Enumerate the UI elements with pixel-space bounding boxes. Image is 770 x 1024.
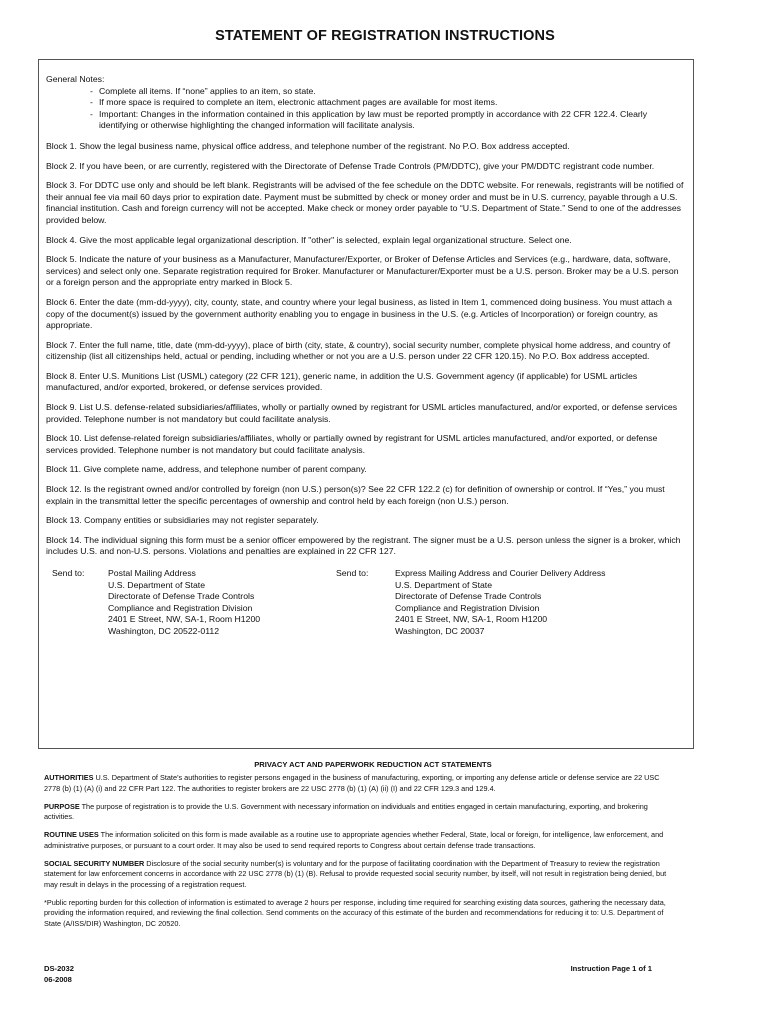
postal-address-line: U.S. Department of State — [108, 579, 206, 590]
authorities-text: U.S. Department of State’s authorities to register persons engaged in the business of manufacturing, exporting, or importing any defense article or defense service are 22 USC 2778 (b) (1) (A) (i) and 22 CFR Part 122. The authorities to register brokers are 22 USC 2778 (b) (1) (A) (ii) (I) and 22 CFR 129.3 and 129.4. — [44, 773, 660, 793]
ssn-paragraph — [44, 859, 674, 890]
block-6-instruction: Block 6. Enter the date (mm-dd-yyyy), city, county, state, and country where your legal business, as listed in Item 1, commenced doing business. You must attach a copy of the document(s) issued by the government authority enabling you to engage in business in the U.S. (e.g. Articles of Incorporation) or foreign country, as appropriate. — [46, 296, 672, 331]
send-to-addresses — [46, 568, 685, 638]
block-7-instruction: Block 7. Enter the full name, title, date (mm-dd-yyyy), place of birth (city, state, & country), social security number, complete physical home address, and country of citizenship (list all citizenships held, actual or pending, including whether or not you are a U.S. person under 22 CFR 120.15). No P.O. Box address accepted. — [46, 339, 671, 362]
ssn-text: Disclosure of the social security number(s) is voluntary and for the purpose of facilitating coordination with the Department of Treasury to review the registration statement for law enforcement concerns in accordance with 22 USC 2778 (b) (1) (B). Refusal to provide requested social security number, by itself, will not result in registration being denied, but may result in delays in the processing of a registration request. — [44, 859, 667, 889]
privacy-act-heading: PRIVACY ACT AND PAPERWORK REDUCTION ACT STATEMENTS — [254, 760, 492, 769]
postal-address-line: Compliance and Registration Division — [108, 602, 253, 613]
block-14-instruction: Block 14. The individual signing this form must be a senior officer empowered by the registrant. The signer must be a U.S. person unless the signer is a broker, which includes U.S. and non-U.S. persons. Violations and penalties are explained in 22 CFR 127. — [46, 534, 681, 557]
page-title: STATEMENT OF REGISTRATION INSTRUCTIONS — [215, 28, 555, 44]
block-9-instruction: Block 9. List U.S. defense-related subsidiaries/affiliates, wholly or partially owned by registrant for USML articles manufactured, and/or exported, or defense services provided. Telephone number is not mandatory but could facilitate analysis. — [46, 402, 678, 424]
privacy-act-section — [44, 760, 674, 937]
postal-address-line: Washington, DC 20522-0112 — [108, 625, 220, 636]
express-address — [395, 568, 606, 638]
instructions-box — [38, 59, 694, 749]
routine-uses-paragraph — [44, 830, 674, 851]
page-indicator: Instruction Page 1 of 1 — [570, 964, 652, 973]
general-note: - If more space is required to complete an item, electronic attachment pages are available for most items. — [90, 97, 685, 109]
postal-address-line: 2401 E Street, NW, SA-1, Room H1200 — [108, 614, 261, 625]
ssn-label: SOCIAL SECURITY NUMBER — [44, 859, 145, 869]
express-address-line: U.S. Department of State — [395, 579, 493, 590]
form-number: DS-2032 — [44, 964, 74, 973]
express-address-line: Compliance and Registration Division — [395, 602, 540, 613]
block-13-instruction: Block 13. Company entities or subsidiaries may not register separately. — [46, 515, 319, 526]
purpose-paragraph — [44, 802, 674, 823]
express-address-line: Washington, DC 20037 — [395, 625, 485, 636]
postal-address-line: Postal Mailing Address — [108, 568, 196, 578]
block-12-instruction: Block 12. Is the registrant owned and/or controlled by foreign (non U.S.) person(s)? See 22 CFR 122.2 (c) for definition of ownership or control. If “Yes,” you must explain in the transmittal letter the specific percentages of ownership and control held by each foreign (non U.S.) person. — [46, 484, 665, 506]
block-11-instruction: Block 11. Give complete name, address, and telephone number of parent company. — [46, 464, 367, 475]
block-3-instruction: Block 3. For DDTC use only and should be left blank. Registrants will be advised of the fee schedule on the DDTC website. For renewals, registrants will be notified of their annual fee via mail 60 days prior to expiration date. Payment must be submitted by check or money order and must be in U.S. currency, payable through a U.S. financial institution. Cash and foreign currency will not be accepted. Make check or money order payable to “U.S. Department of State.” Send to one of the addresses provided below. — [46, 180, 684, 225]
form-date: 06-2008 — [44, 974, 72, 984]
routine-uses-text: The information solicited on this form is made available as a routine use to appropriate agencies whether Federal, State, local or foreign, for intelligence, law enforcement, and administrative purposes, or pursuant to a court order. It may also be used to send required reports to Congress about certain defense trade transactions. — [44, 830, 664, 850]
burden-paragraph: *Public reporting burden for this collection of information is estimated to average 2 hours per response, including time required for searching existing data sources, gathering the necessary data, providing the information required, and reviewing the final collection. Send comments on the accuracy of this estimate of the burden and recommendations for reducing it to: U.S. Department of State (A/ISS/DIR) Washington, DC 20520. — [44, 897, 666, 928]
express-address-line: 2401 E Street, NW, SA-1, Room H1200 — [395, 614, 548, 625]
purpose-text: The purpose of registration is to provide the U.S. Government with necessary information on individuals and entities engaged in certain manufacturing, exporting, and brokering activities. — [44, 801, 648, 822]
general-note: - Important: Changes in the information contained in this application by law must be reported promptly in accordance with 22 CFR 122.4. Clearly identifying or otherwise highlighting the changed information will facilitate analysis. — [90, 109, 685, 132]
express-address-line: Express Mailing Address and Courier Delivery Address — [395, 568, 606, 578]
block-4-instruction: Block 4. Give the most applicable legal organizational description. If "other" is selected, explain legal organizational structure. Select one. — [46, 234, 572, 245]
block-10-instruction: Block 10. List defense-related foreign subsidiaries/affiliates, wholly or partially owned by registrant for USML articles manufactured, and/or exported, or defense services provided. Telephone number is not mandatory but could facilitate analysis. — [46, 433, 658, 455]
block-8-instruction: Block 8. Enter U.S. Munitions List (USML) category (22 CFR 121), generic name, in addition the U.S. Government agency (if applicable) for USML articles manufactured, and/or exported, brokered, or defense services provided. — [46, 370, 638, 393]
general-notes-list — [90, 86, 685, 132]
routine-uses-label: ROUTINE USES — [44, 830, 99, 840]
general-note: - Complete all items. If “none” applies to an item, so state. — [90, 86, 685, 98]
general-notes-heading: General Notes: — [46, 74, 105, 84]
block-5-instruction: Block 5. Indicate the nature of your business as a Manufacturer, Manufacturer/Exporter, or Broker of Defense Articles and Services (e.g., hardware, data, software, services) and select only one. Separate registration required for Broker. Manufacturer or Manufacturer/Exporter must be a U.S. person. Broker may be a U.S. person or a foreign person and the appropriate entry marked in Block 5. — [46, 254, 679, 288]
send-to-label-express: Send to: — [336, 568, 369, 578]
send-to-label-postal: Send to: — [52, 568, 85, 578]
purpose-label: PURPOSE — [44, 801, 80, 811]
authorities-paragraph — [44, 773, 674, 794]
express-address-line: Directorate of Defense Trade Controls — [395, 591, 542, 602]
postal-address-line: Directorate of Defense Trade Controls — [108, 591, 255, 602]
postal-address — [108, 568, 260, 638]
authorities-label: AUTHORITIES — [44, 773, 94, 783]
form-id — [44, 964, 74, 985]
block-1-instruction: Block 1. Show the legal business name, physical office address, and telephone number of the registrant. No P.O. Box address accepted. — [46, 140, 570, 151]
block-2-instruction: Block 2. If you have been, or are currently, registered with the Directorate of Defense Trade Controls (PM/DDTC), give your PM/DDTC registrant code number. — [46, 160, 655, 171]
